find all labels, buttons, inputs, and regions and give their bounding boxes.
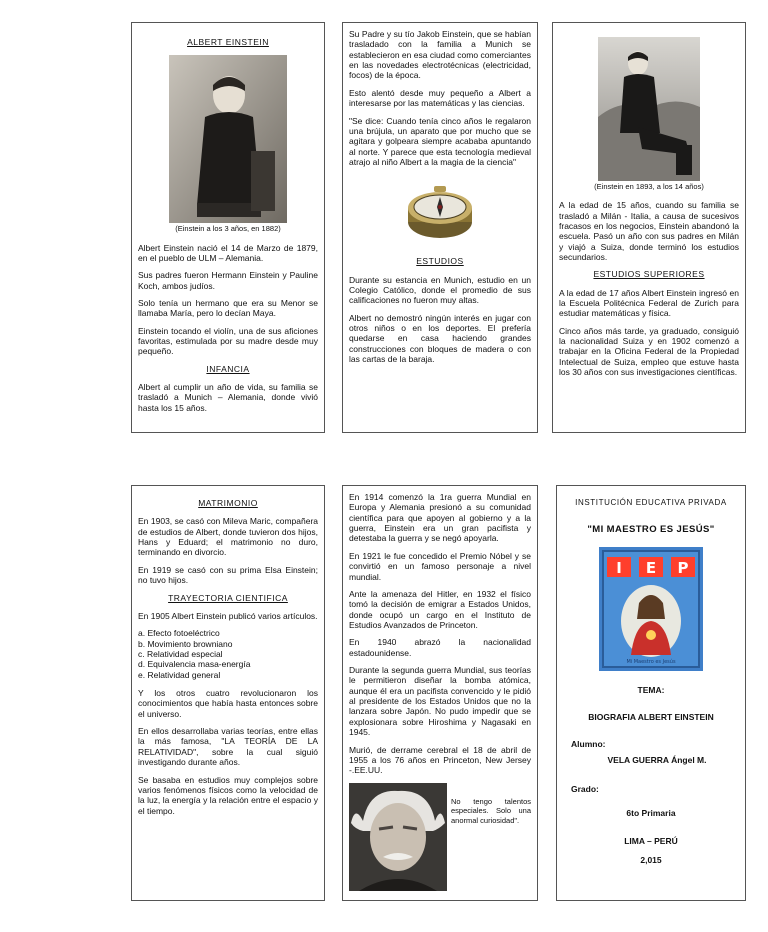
year: 2,015 (640, 854, 662, 865)
list-item: c. Relatividad especial (138, 648, 223, 659)
paragraph-revolution: Y los otros cuatro revolucionaron los conocimientos que había hasta entonces sobre el universo. (138, 688, 318, 719)
tema-label: TEMA: (637, 685, 665, 696)
paragraph-death: Murió, de derrame cerebral el 18 de abril de 1955 a los 76 años en Princeton, New Jersey -.EE.UU. (349, 744, 531, 776)
paragraph-emigration: Ante la amenaza del Hitler, en 1932 el físico tomó la decisión de emigrar a Estados Unidos, donde ocupó un cargo en el Instituto de Estudios Avanzados de Princeton. (349, 588, 531, 630)
list-item: d. Equivalencia masa-energía (138, 659, 251, 670)
alumno-label: Alumno: (571, 739, 606, 750)
logo-letter-i: I (616, 559, 622, 578)
grado-value: 6to Primaria (626, 808, 676, 819)
title-albert-einstein: ALBERT EINSTEIN (187, 37, 269, 47)
panel-later-life (342, 485, 538, 901)
heading-matrimonio: MATRIMONIO (198, 498, 258, 508)
institution-name: INSTITUCIÓN EDUCATIVA PRIVADA (575, 498, 727, 507)
paragraph-father-uncle: Su Padre y su tío Jakob Einstein, que se habían trasladado con la familia a Munich se establecieron en esa ciudad como comerciantes en las novedades electrotécnicas (electricidad, focos) de la época. (349, 29, 531, 81)
logo-letter-e: E (645, 559, 657, 578)
heading-infancia: INFANCIA (206, 363, 250, 374)
list-articles (138, 628, 318, 680)
photo-einstein-teen (598, 37, 700, 181)
paragraph-nationality: En 1940 abrazó la nacionalidad estadounidense. (349, 637, 531, 658)
tema-value: BIOGRAFIA ALBERT EINSTEIN (588, 711, 714, 722)
grado-label: Grado: (571, 783, 599, 794)
panel-higher-studies (552, 22, 746, 433)
paragraph-1905: En 1905 Albert Einstein publicó varios artículos. (138, 610, 318, 621)
logo-letter-p: P (677, 559, 689, 578)
portrait-quote-row (349, 783, 531, 891)
compass-icon (400, 174, 480, 250)
heading-estudios-superiores: ESTUDIOS SUPERIORES (593, 269, 705, 280)
heading-trayectoria: TRAYECTORIA CIENTIFICA (168, 592, 288, 603)
photo-einstein-elder (349, 783, 447, 891)
paragraph-no-sports: Albert no demostró ningún interés en jugar con otros niños o en los deportes. El prefería quedarse en casa haciendo grandes construcciones con bloques de madera o con las cartas de la baraja. (349, 312, 531, 365)
paragraph-catholic-school: Durante su estancia en Munich, estudio en un Colegio Católico, donde el promedio de sus calificaciones no fueron muy altas. (349, 274, 531, 306)
paragraph-parents: Sus padres fueron Hermann Einstein y Pauline Koch, ambos judíos. (138, 270, 318, 291)
list-item: b. Movimiento browniano (138, 638, 233, 649)
paragraph-ww1: En 1914 comenzó la 1ra guerra Mundial en Europa y Alemania presionó a su comunidad científica para que apoyen al gobierno y a la guerra, Einstein era un gran pacifista y detestaba la guerra y se negó apoyarla. (349, 492, 531, 544)
alumno-value: VELA GUERRA Ángel M. (607, 755, 707, 766)
list-item: e. Relatividad general (138, 669, 221, 680)
panel-family-studies (342, 22, 538, 433)
paragraph-relativity: En ellos desarrollaba varias teorías, entre ellas la más famosa, "LA TEORÍA DE LA RELATIVIDAD", sobre la cual siguió investigando durante años. (138, 726, 318, 768)
paragraph-physics: Se basaba en estudios muy complejos sobre varios fenómenos físicos como la velocidad de la luz, la energía y la relación entre el espacio y el tiempo. (138, 774, 318, 816)
city: LIMA – PERÚ (624, 836, 678, 847)
caption-child-photo: (Einstein a los 3 años, en 1882) (175, 224, 281, 234)
logo-caption: Mi Maestro es Jesús (626, 659, 676, 666)
caption-teen-photo: (Einstein en 1893, a los 14 años) (594, 182, 704, 191)
list-item: a. Efecto fotoeléctrico (138, 628, 220, 639)
paragraph-compass-quote: "Se dice: Cuando tenía cinco años le regalaron una brújula, un aparato que por mucho que se agitara y golpeara siempre acababa apuntando al norte. Y parece que esta tecnología medieval atrajo al niño Albert a la magia de la ciencia" (349, 115, 531, 167)
paragraph-zurich: A la edad de 17 años Albert Einstein ingresó en la Escuela Politécnica Federal de Zurich para estudiar matemáticas y física. (559, 287, 739, 319)
paragraph-ww2: Durante la segunda guerra Mundial, sus teorías le permitieron diseñar la bomba atómica, aunque él era un pacifista convencido y le pidió al presidente de los Estados Unidos que no la lanzara sobre Japón. No pudo impedir que se explosionara sobre Hiroshima y Nagasaki en 1945. (349, 665, 531, 738)
paragraph-patent-office: Cinco años más tarde, ya graduado, consiguió la nacionalidad Suiza y en 1902 comenzó a trabajar en la Oficina Federal de la Propiedad Intelectual de Suiza, empleo que estuve hasta los 30 años con sus investigaciones científicas. (559, 325, 739, 378)
school-logo-iep (599, 547, 703, 671)
paragraph-sister: Solo tenía un hermano que era su Menor se llamaba María, pero lo decían Maya. (138, 297, 318, 319)
photo-einstein-child (169, 55, 287, 223)
paragraph-violin: Einstein tocando el violín, una de sus aficiones favoritas, estimulada por su madre desde muy pequeño. (138, 325, 318, 357)
paragraph-mileva: En 1903, se casó con Mileva Maric, compañera de estudios de Albert, donde tuvieron dos hijos, Hans y Eduard; el matrimonio no duro, terminando en divorcio. (138, 516, 318, 558)
panel-biography-intro (131, 22, 325, 433)
paragraph-birth: Albert Einstein nació el 14 de Marzo de 1879, en el pueblo de ULM – Alemania. (138, 242, 318, 263)
paragraph-milan: A la edad de 15 años, cuando su familia se trasladó a Milán - Italia, a causa de sucesivos fracasos en los negocios, Einstein abandonó la escuela. Pasó un año con sus padres en Milán y viajó a Suiza, donde terminó los estudios secundarios. (559, 200, 739, 262)
school-name: "MI MAESTRO ES JESÚS" (587, 523, 715, 535)
paragraph-interest-science: Esto alentó desde muy pequeño a Albert a interesarse por las matemáticas y las ciencias. (349, 87, 531, 109)
heading-estudios: ESTUDIOS (416, 256, 464, 267)
paragraph-infancia: Albert al cumplir un año de vida, su familia se trasladó a Munich – Alemania, donde vivió hasta los 15 años. (138, 382, 318, 413)
panel-cover (556, 485, 746, 901)
paragraph-elsa: En 1919 se casó con su prima Elsa Einstein; no tuvo hijos. (138, 564, 318, 586)
paragraph-nobel: En 1921 le fue concedido el Premio Nóbel y se convirtió en un famoso personaje a nivel mundial. (349, 550, 531, 582)
quote-text: No tengo talentos especiales. Solo una anormal curiosidad". (451, 796, 531, 826)
panel-marriage-career (131, 485, 325, 901)
